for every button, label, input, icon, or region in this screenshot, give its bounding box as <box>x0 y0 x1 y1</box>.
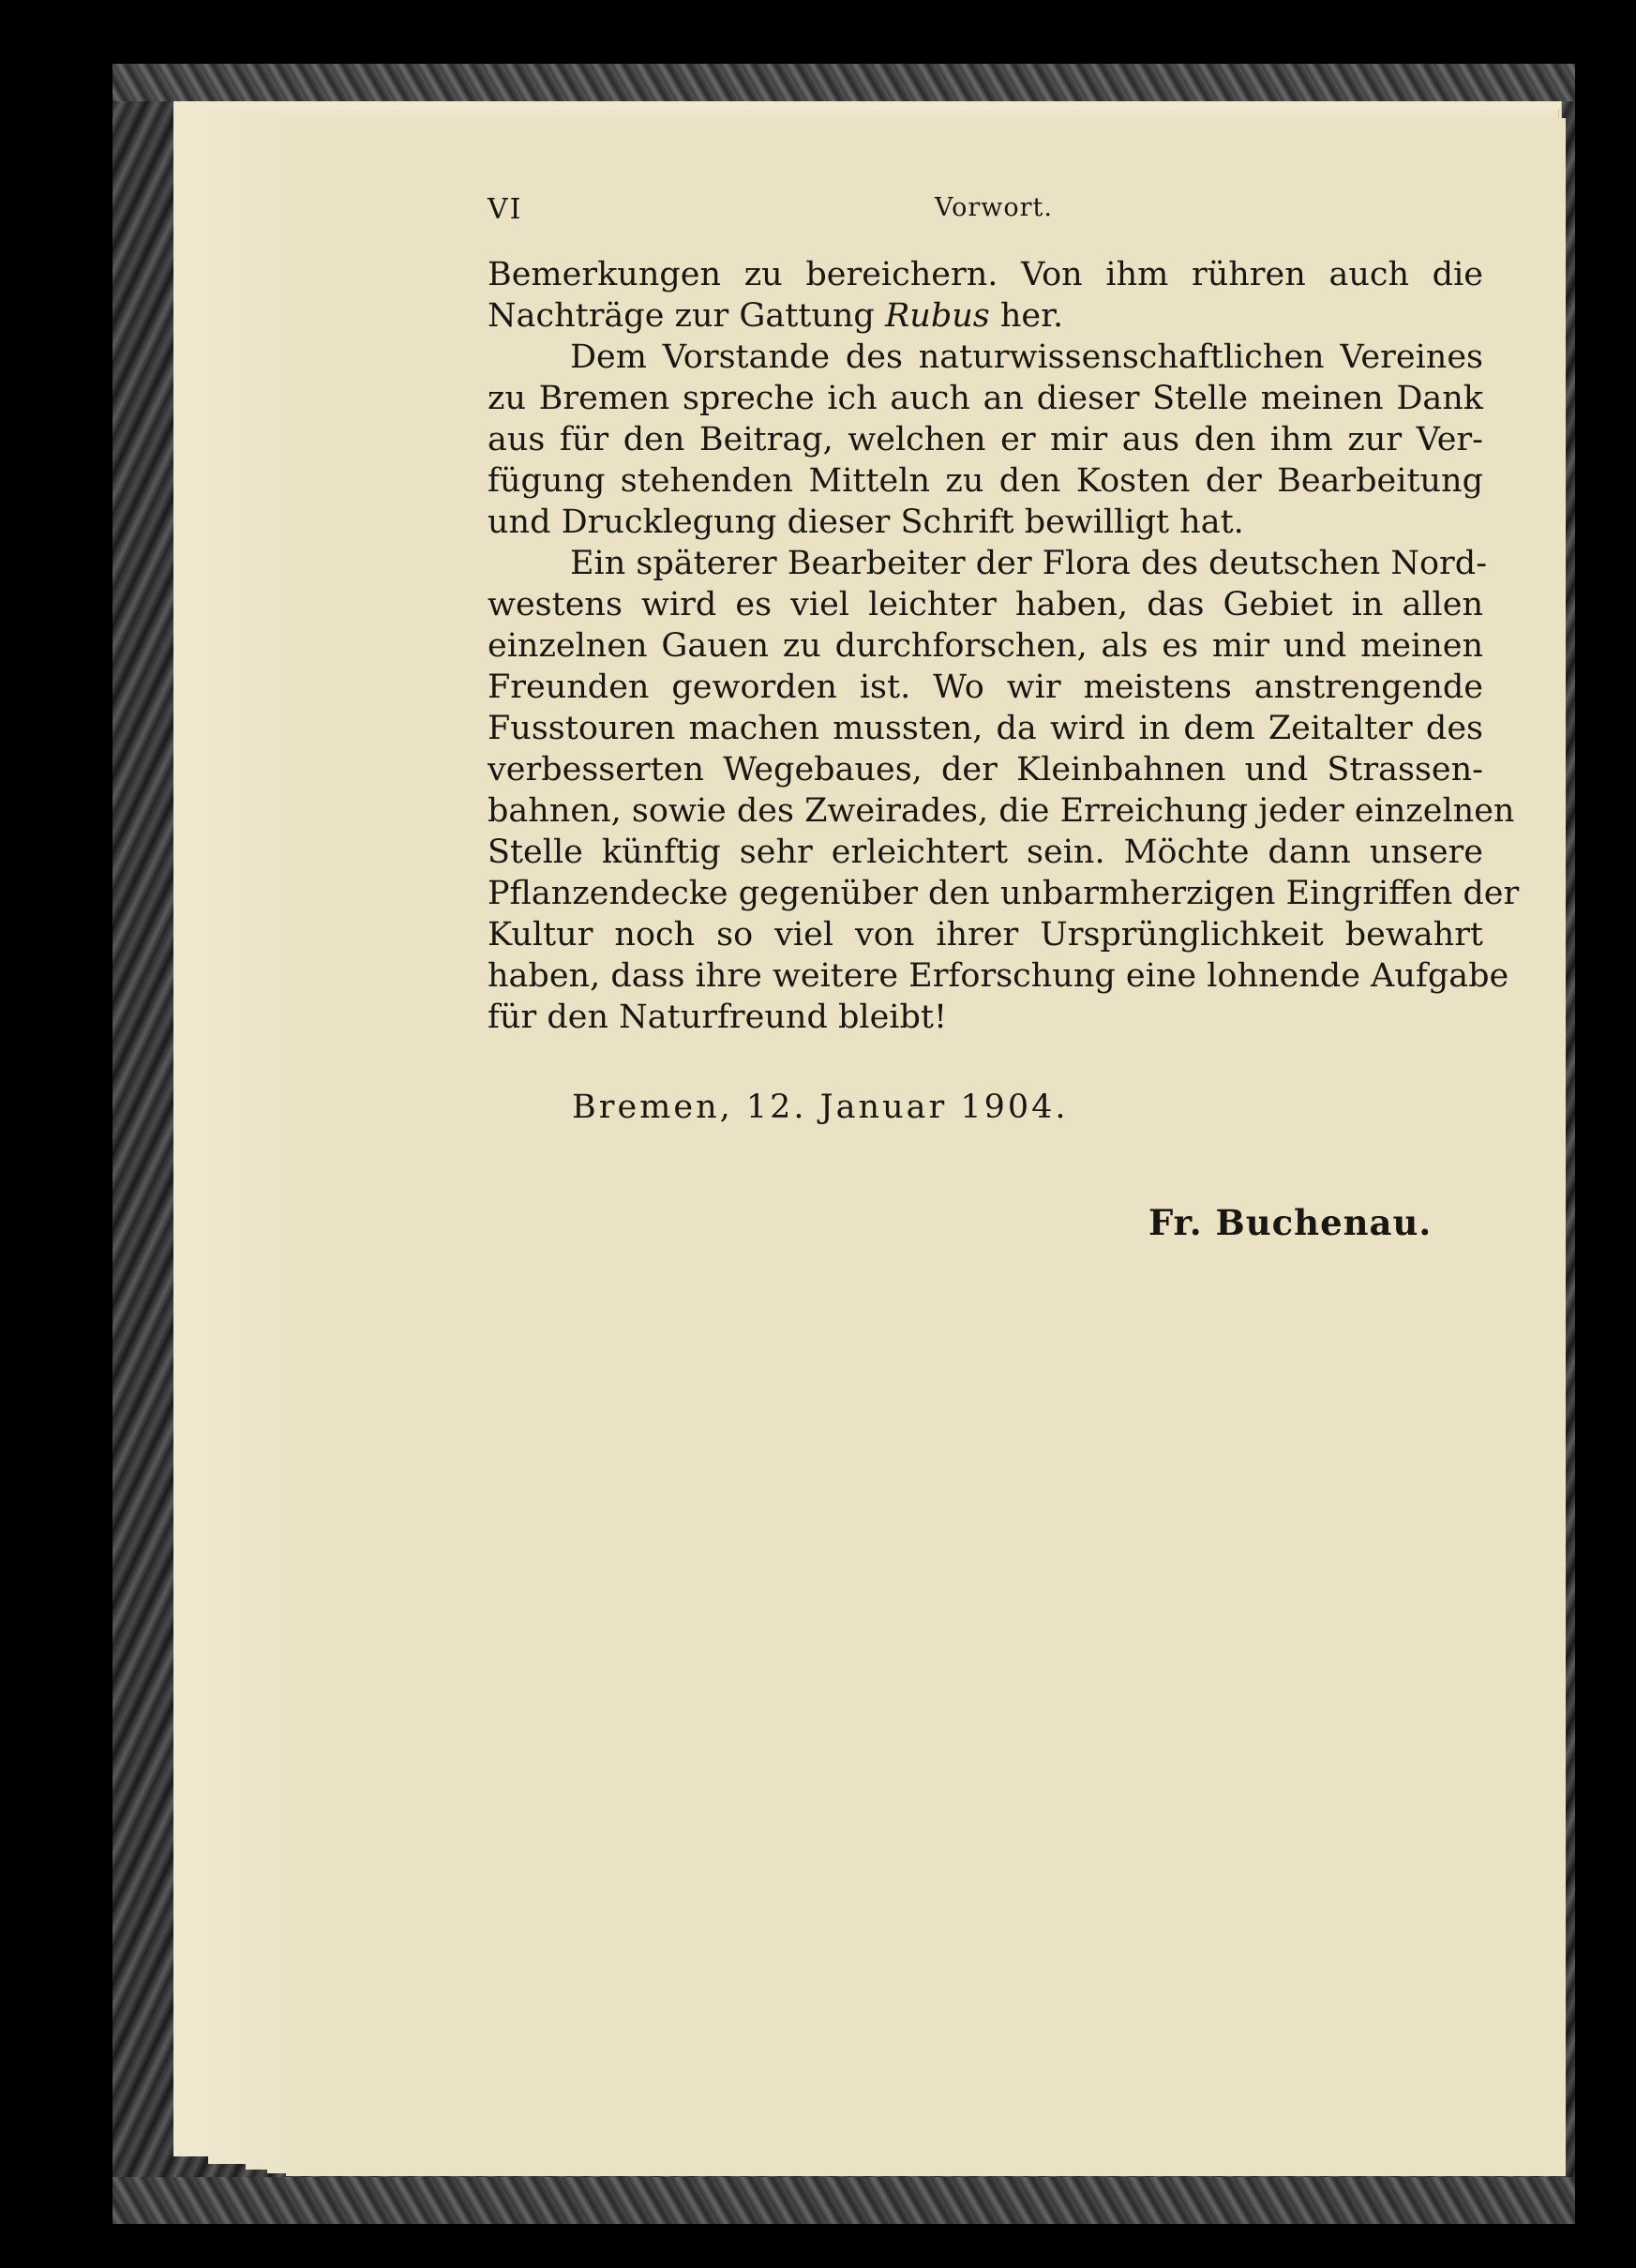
text-line: aus für den Beitrag, welchen er mir aus den ihm zur Ver- <box>488 421 1483 458</box>
text-line: Freunden geworden ist. Wo wir meistens anstrengende <box>488 668 1483 706</box>
text-line: für den Naturfreund bleibt! <box>488 999 948 1036</box>
text-line: und Drucklegung dieser Schrift bewilligt hat. <box>488 503 1244 541</box>
text-line: fügung stehenden Mitteln zu den Kosten der Bearbeitung <box>488 462 1483 500</box>
text-line: westens wird es viel leichter haben, das Gebiet in allen <box>488 586 1483 623</box>
genus-name: Rubus <box>884 297 990 335</box>
text-line: bahnen, sowie des Zweirades, die Erreichung jeder einzelnen <box>488 792 1515 830</box>
text-line: Kultur noch so viel von ihrer Ursprünglichkeit bewahrt <box>488 916 1483 954</box>
text-line: haben, dass ihre weitere Erforschung eine lohnende Aufgabe <box>488 957 1509 995</box>
text-line: Stelle künftig sehr erleichtert sein. Möchte dann unsere <box>488 834 1483 871</box>
text-line: Ein späterer Bearbeiter der Flora des deutschen Nord- <box>570 545 1488 582</box>
book-page <box>286 118 1566 2176</box>
author-signature: Fr. Buchenau. <box>1148 1202 1433 1243</box>
text-line: Fusstouren machen mussten, da wird in dem Zeitalter des <box>488 710 1483 747</box>
dateline: Bremen, 12. Januar 1904. <box>572 1089 1069 1126</box>
text-line: Dem Vorstande des naturwissenschaftlichen Vereines <box>570 338 1483 376</box>
text-line: Bemerkungen zu bereichern. Von ihm rühren auch die <box>488 256 1483 293</box>
text-span: her. <box>989 297 1064 335</box>
text-span: Nachträge zur Gattung <box>488 297 885 335</box>
text-line: Pflanzendecke gegenüber den unbarmherzigen Eingriffen der <box>488 875 1520 912</box>
cover-top-edge <box>113 64 1575 101</box>
page-header <box>488 193 1500 240</box>
text-line <box>488 295 1483 337</box>
cover-bottom-edge <box>113 2177 1575 2224</box>
page-number: VI <box>488 193 523 226</box>
text-line: zu Bremen spreche ich auch an dieser Stelle meinen Dank <box>488 380 1483 417</box>
text-line: einzelnen Gauen zu durchforschen, als es mir und meinen <box>488 627 1483 665</box>
text-line: verbesserten Wegebaues, der Kleinbahnen und Strassen- <box>488 751 1483 789</box>
running-title: Vorwort. <box>935 193 1053 222</box>
preface-text <box>488 254 1520 1038</box>
